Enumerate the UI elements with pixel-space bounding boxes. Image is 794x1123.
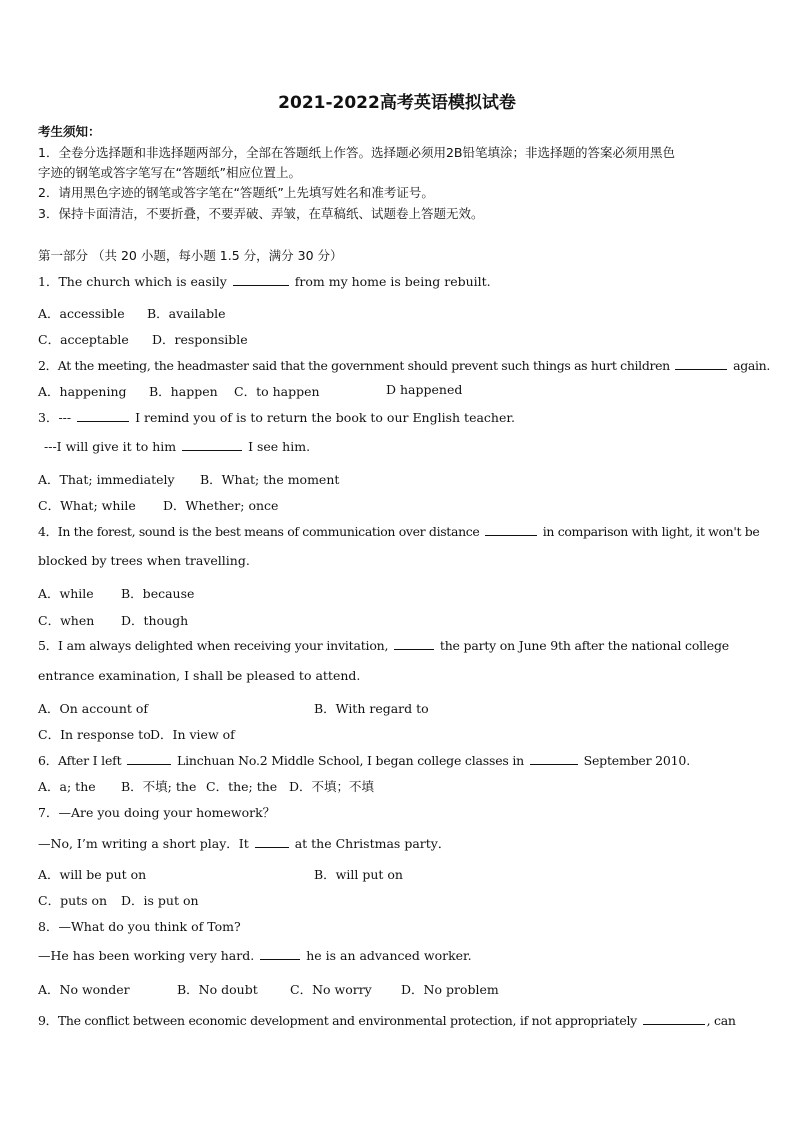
option-c: C．No worry	[290, 982, 372, 997]
option-b: B．because	[121, 586, 195, 601]
option-a: A．happening	[38, 384, 127, 399]
option-b: B．不填; the	[121, 779, 197, 794]
answer-blank	[233, 274, 289, 286]
option-a: A．accessible	[38, 306, 125, 321]
question-7-reply	[38, 834, 450, 852]
notice-item: 1．全卷分选择题和非选择题两部分，全部在答题纸上作答。选择题必须用2B铅笔填涂；非选择题的答案必须用黑色	[38, 145, 675, 160]
option-a: A．That; immediately	[38, 472, 175, 487]
option-a: A．will be put on	[38, 867, 147, 882]
question-text: 1．The church which is easily	[38, 274, 227, 289]
question-text: —He has been working very hard.	[38, 948, 255, 963]
option-b: B．No doubt	[177, 982, 258, 997]
question-text: I see him.	[248, 439, 311, 454]
answer-blank	[675, 358, 727, 370]
question-8: 8．—What do you think of Tom?	[38, 919, 241, 934]
question-3-reply	[44, 439, 310, 454]
option-d: D．Whether; once	[163, 498, 279, 513]
answer-blank	[394, 638, 434, 650]
answer-blank	[260, 948, 300, 960]
notice-heading: 考生须知：	[38, 124, 101, 139]
question-text: 5．I am always delighted when receiving your invitation,	[38, 638, 389, 653]
question-8-reply	[38, 948, 472, 963]
option-b: B．will put on	[314, 867, 403, 882]
question-text: 6．After I left	[38, 753, 122, 768]
answer-blank	[182, 439, 242, 451]
exam-title: 2021-2022高考英语模拟试卷	[278, 93, 516, 113]
question-text: 3．---	[38, 410, 72, 425]
question-text: , can	[706, 1013, 736, 1028]
option-d: D．In view of	[150, 727, 235, 742]
question-text: the party on June 9th after the national college	[439, 638, 729, 653]
option-a: A．No wonder	[38, 982, 130, 997]
question-5-cont: entrance examination, I shall be pleased to attend.	[38, 668, 361, 683]
option-d: D happened	[386, 382, 463, 397]
question-text: at the Christmas party．	[294, 836, 451, 851]
question-2	[38, 356, 770, 374]
option-b: B．available	[147, 306, 226, 321]
option-d: D．is put on	[121, 893, 199, 908]
option-a: A．On account of	[38, 701, 149, 716]
option-c: C．In response to	[38, 727, 151, 742]
section-heading: 第一部分 （共 20 小题，每小题 1.5 分，满分 30 分）	[38, 248, 343, 263]
question-text: I remind you of is to return the book to our English teacher.	[135, 410, 515, 425]
notice-item: 字迹的钢笔或答字笔写在“答题纸”相应位置上。	[38, 165, 301, 180]
option-c: C．the; the	[206, 779, 278, 794]
option-c: C．to happen	[234, 384, 320, 399]
question-9	[38, 1011, 736, 1029]
question-text: 9．The conflict between economic development and environmental protection, if not appropriately	[38, 1013, 637, 1028]
notice-item: 3．保持卡面清洁，不要折叠，不要弄破、弄皱，在草稿纸、试题卷上答题无效。	[38, 206, 484, 221]
answer-blank	[77, 410, 129, 422]
question-3	[38, 408, 515, 426]
question-6	[38, 751, 690, 769]
option-d: D．though	[121, 613, 189, 628]
answer-blank	[255, 836, 289, 848]
option-c: C．acceptable	[38, 332, 129, 347]
question-4-cont: blocked by trees when travelling.	[38, 553, 250, 568]
option-c: C．puts on	[38, 893, 108, 908]
question-text: Linchuan No.2 Middle School, I began college classes in	[176, 753, 525, 768]
question-text: —No, I’m writing a short play．It	[38, 836, 249, 851]
option-b: B．With regard to	[314, 701, 429, 716]
question-text: September 2010.	[583, 753, 690, 768]
option-c: C．when	[38, 613, 95, 628]
question-1	[38, 272, 491, 290]
question-text: he is an advanced worker.	[306, 948, 472, 963]
answer-blank	[127, 753, 171, 765]
question-4	[38, 522, 759, 540]
question-text: again.	[733, 358, 770, 373]
option-a: A．while	[38, 586, 94, 601]
question-text: 2．At the meeting, the headmaster said that the government should prevent such things as hurt children	[38, 358, 670, 373]
option-c: C．What; while	[38, 498, 136, 513]
option-b: B．What; the moment	[200, 472, 340, 487]
question-text: ---I will give it to him	[44, 439, 177, 454]
option-d: D．不填；不填	[289, 779, 375, 794]
option-d: D．responsible	[152, 332, 248, 347]
answer-blank	[643, 1013, 705, 1025]
question-7: 7．—Are you doing your homework？	[38, 805, 276, 820]
option-d: D．No problem	[401, 982, 499, 997]
option-b: B．happen	[149, 384, 218, 399]
question-5	[38, 636, 729, 654]
question-text: in comparison with light, it won't be	[542, 524, 760, 539]
question-text: 4．In the forest, sound is the best means of communication over distance	[38, 524, 480, 539]
question-text: from my home is being rebuilt.	[294, 274, 491, 289]
answer-blank	[485, 524, 537, 536]
option-a: A．a; the	[38, 779, 96, 794]
notice-item: 2．请用黑色字迹的钢笔或答字笔在“答题纸”上先填写姓名和准考证号。	[38, 185, 434, 200]
answer-blank	[530, 753, 578, 765]
